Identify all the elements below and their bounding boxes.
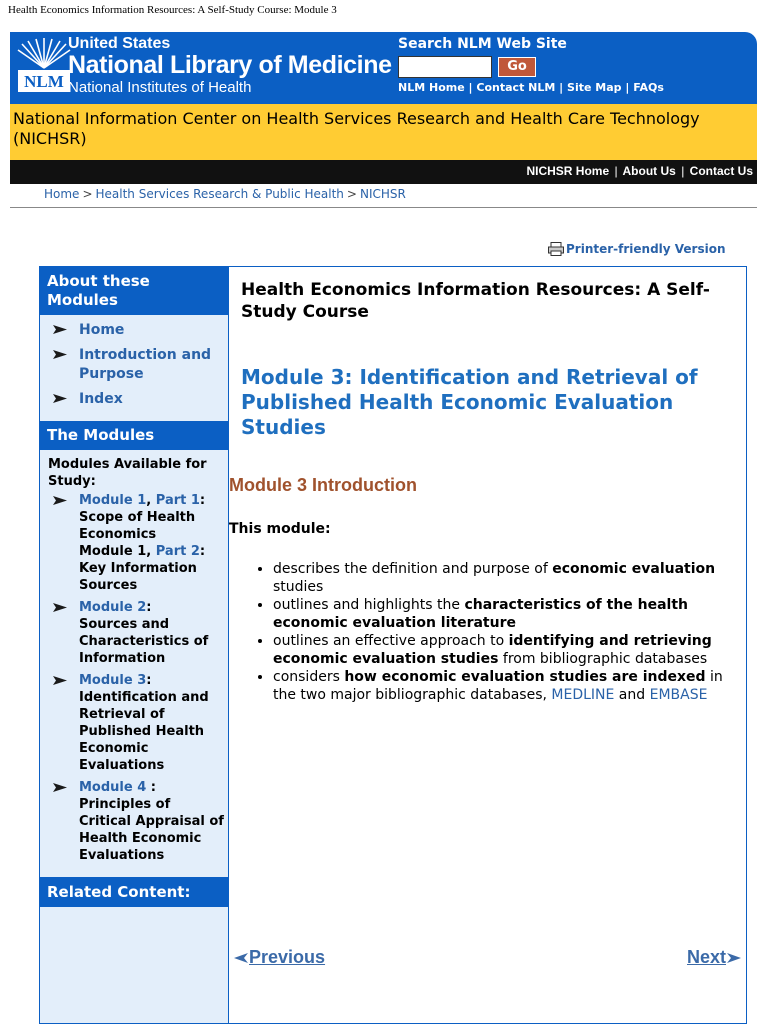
module-2-link[interactable]: Module 2 bbox=[79, 600, 147, 615]
nlm-header bbox=[10, 32, 757, 104]
module-4-link[interactable]: Module 4 bbox=[79, 780, 147, 795]
printer-friendly-label: Printer-friendly Version bbox=[566, 242, 726, 256]
arrow-bullet-icon bbox=[52, 349, 68, 360]
module-item: Module 4 : Principles of Critical Appraisal of Health Economic Evaluations bbox=[52, 779, 224, 864]
module-item: Module 2: Sources and Characteristics of Information bbox=[52, 599, 224, 667]
nlm-logo-icon bbox=[16, 38, 72, 94]
list-item bbox=[52, 390, 224, 409]
module-1-part-2-desc: Key Information Sources bbox=[79, 561, 197, 593]
embase-link[interactable]: EMBASE bbox=[649, 687, 708, 703]
this-module-label: This module: bbox=[229, 521, 331, 537]
list-item: • outlines and highlights the characteristics of the health economic evaluation literature bbox=[273, 596, 743, 632]
module-objectives-list bbox=[249, 560, 743, 704]
arrow-bullet-icon bbox=[52, 782, 68, 793]
nichsr-nav-bar: NICHSR Home | About Us | Contact Us bbox=[10, 160, 757, 184]
org-line-us: United States bbox=[68, 35, 171, 52]
module-3-link[interactable]: Module 3 bbox=[79, 673, 147, 688]
contact-us-link[interactable]: Contact Us bbox=[689, 164, 753, 178]
site-map-link[interactable]: Site Map bbox=[567, 81, 622, 94]
faqs-link[interactable]: FAQs bbox=[633, 81, 664, 94]
module-1-part-2-prefix: Module 1, bbox=[79, 544, 152, 559]
course-title: Health Economics Information Resources: A Self-Study Course bbox=[241, 280, 710, 322]
arrow-bullet-icon bbox=[52, 495, 68, 506]
arrow-bullet-icon bbox=[52, 393, 68, 404]
printer-icon bbox=[548, 242, 564, 256]
modules-heading: The Modules bbox=[40, 421, 228, 450]
module-title: Module 3: Identification and Retrieval of Published Health Economic Evaluation Studies bbox=[241, 365, 698, 439]
go-button[interactable]: Go bbox=[498, 57, 536, 77]
main-content bbox=[229, 266, 747, 1024]
sidebar-item-home[interactable]: Home bbox=[79, 322, 125, 338]
list-item bbox=[52, 321, 224, 340]
modules-intro: Modules Available for Study: bbox=[48, 457, 207, 489]
medline-link[interactable]: MEDLINE bbox=[551, 687, 615, 703]
module-intro-heading: Module 3 Introduction bbox=[229, 475, 417, 495]
module-4-desc: Principles of Critical Appraisal of Health Economic Evaluations bbox=[79, 797, 224, 863]
module-1-part-2-link[interactable]: Part 2 bbox=[155, 544, 200, 559]
list-item bbox=[52, 346, 224, 384]
breadcrumb-nichsr[interactable]: NICHSR bbox=[359, 187, 406, 201]
sidebar bbox=[39, 266, 229, 1024]
previous-arrow-icon bbox=[233, 951, 249, 965]
list-item: • outlines an effective approach to identifying and retrieving economic evaluation studies from bibliographic databases bbox=[273, 632, 743, 668]
module-1-link[interactable]: Module 1 bbox=[79, 493, 147, 508]
sidebar-item-introduction[interactable]: Introduction and Purpose bbox=[79, 347, 212, 382]
related-content-heading: Related Content: bbox=[40, 877, 228, 907]
org-line-library: National Library of Medicine bbox=[68, 51, 392, 79]
about-us-link[interactable]: About Us bbox=[622, 164, 676, 178]
arrow-bullet-icon bbox=[52, 675, 68, 686]
header-links: NLM Home | Contact NLM | Site Map | FAQs bbox=[398, 81, 664, 94]
sidebar-item-index[interactable]: Index bbox=[79, 391, 123, 407]
svg-text:NLM: NLM bbox=[24, 72, 64, 91]
search-input[interactable] bbox=[398, 56, 492, 78]
contact-nlm-link[interactable]: Contact NLM bbox=[476, 81, 556, 94]
nlm-home-link[interactable]: NLM Home bbox=[398, 81, 465, 94]
breadcrumb-home[interactable]: Home bbox=[44, 187, 80, 201]
module-item: Module 3: Identification and Retrieval of Published Health Economic Evaluations bbox=[52, 672, 224, 774]
module-1-part-1-desc: Scope of Health Economics bbox=[79, 510, 196, 542]
modules-list bbox=[40, 490, 228, 873]
next-label: Next bbox=[687, 947, 727, 967]
printer-friendly-link[interactable] bbox=[548, 242, 726, 256]
arrow-bullet-icon bbox=[52, 602, 68, 613]
document-title: Health Economics Information Resources: A Self-Study Course: Module 3 bbox=[8, 4, 337, 16]
about-modules-list bbox=[40, 315, 228, 421]
nichsr-home-link[interactable]: NICHSR Home bbox=[526, 164, 610, 178]
previous-label: Previous bbox=[249, 947, 326, 967]
module-3-desc: Identification and Retrieval of Published Health Economic Evaluations bbox=[79, 690, 209, 773]
module-2-desc: Sources and Characteristics of Information bbox=[79, 617, 209, 666]
next-arrow-icon bbox=[726, 951, 742, 965]
search-title: Search NLM Web Site bbox=[398, 36, 567, 52]
breadcrumb-hsr[interactable]: Health Services Research & Public Health bbox=[95, 187, 344, 201]
module-1-part-1-link[interactable]: Part 1 bbox=[155, 493, 200, 508]
organization-name[interactable] bbox=[68, 35, 392, 96]
about-modules-heading: About these Modules bbox=[40, 267, 228, 315]
list-item: • considers how economic evaluation studies are indexed in the two major bibliographic databases, MEDLINE and EMBASE bbox=[273, 668, 743, 704]
nichsr-banner: National Information Center on Health Services Research and Health Care Technology (NICHSR) bbox=[10, 104, 757, 160]
list-item: • describes the definition and purpose of economic evaluation studies bbox=[273, 560, 743, 596]
breadcrumb: Home > Health Services Research & Public Health > NICHSR bbox=[10, 184, 757, 208]
module-item: Module 1, Part 1: Scope of Health Economics Module 1, Part 2: Key Information Sources bbox=[52, 492, 224, 594]
arrow-bullet-icon bbox=[52, 324, 68, 335]
next-button[interactable] bbox=[687, 947, 742, 968]
previous-button[interactable] bbox=[233, 947, 325, 968]
site-search bbox=[398, 36, 664, 94]
org-line-nih: National Institutes of Health bbox=[68, 79, 252, 96]
